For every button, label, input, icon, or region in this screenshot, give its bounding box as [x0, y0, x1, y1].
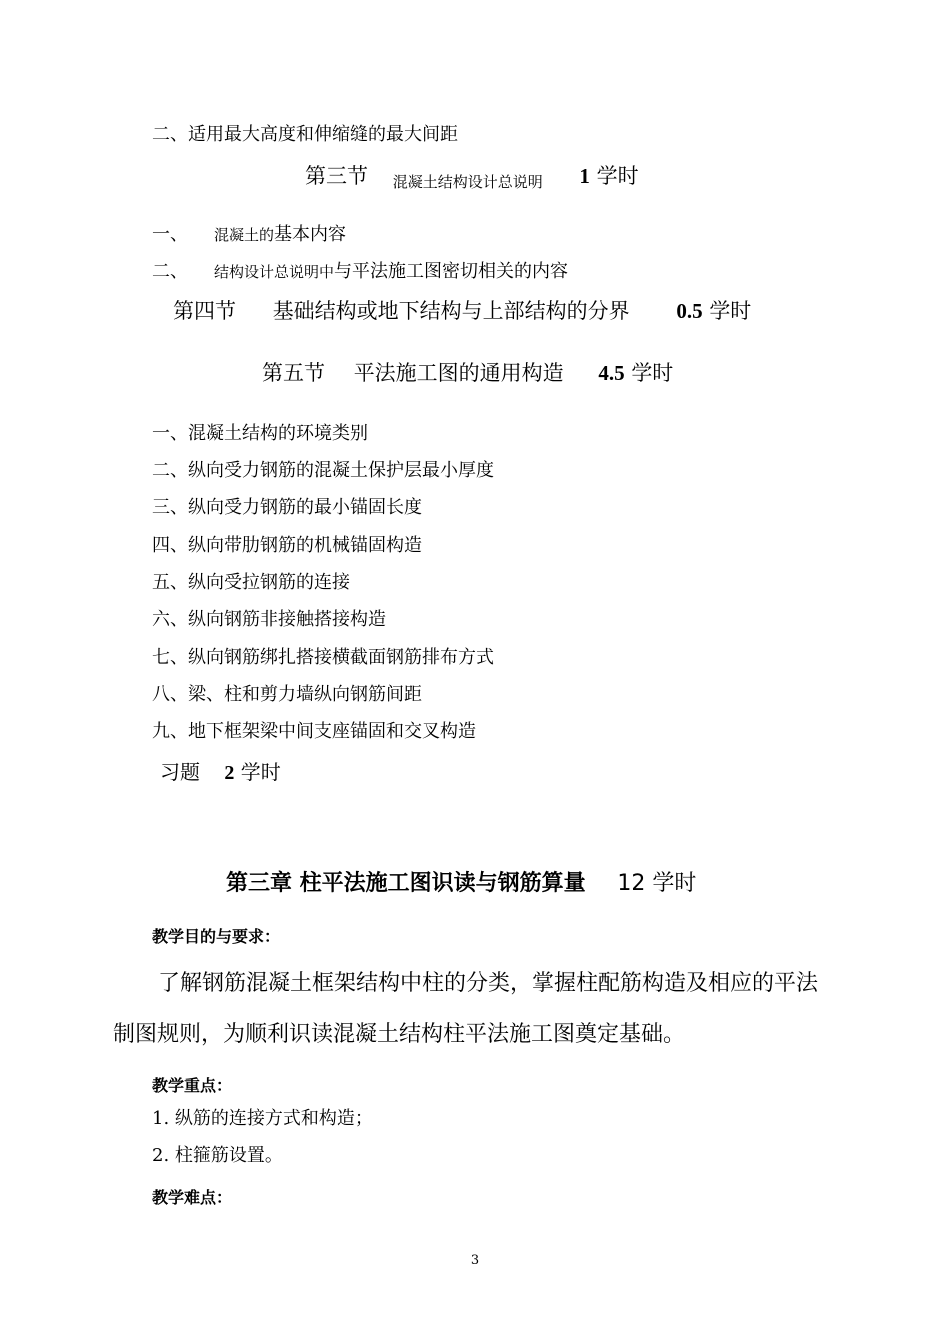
section-3-heading	[305, 160, 639, 190]
key-point-2: 2. 柱箍筋设置。	[152, 1145, 283, 1166]
section-3-item-1-num: 一、	[152, 224, 188, 245]
section-3-item-1	[152, 220, 346, 246]
section-5-item-6: 六、纵向钢筋非接触搭接构造	[152, 609, 386, 630]
section-4-hours-num: 0.5	[676, 299, 703, 323]
objectives-label: 教学目的与要求：	[152, 927, 281, 946]
section-5-item-4: 四、纵向带肋钢筋的机械锚固构造	[152, 535, 422, 556]
chapter-3-title: 第三章 柱平法施工图识读与钢筋算量	[226, 871, 586, 896]
section-5-title: 平法施工图的通用构造	[353, 361, 564, 385]
section-5-heading	[262, 357, 673, 387]
exercise-hours-unit: 学时	[240, 760, 281, 784]
objectives-line-1: 了解钢筋混凝土框架结构中柱的分类，掌握柱配筋构造及相应的平法	[158, 971, 819, 996]
section-5-item-1: 一、混凝土结构的环境类别	[152, 423, 368, 444]
section-3-item-2	[152, 257, 568, 283]
section-4-title: 基础结构或地下结构与上部结构的分界	[272, 299, 630, 323]
outline-item-max-height-joint-spacing: 二、适用最大高度和伸缩缝的最大间距	[152, 124, 458, 145]
exercise-line	[160, 756, 281, 785]
exercise-label: 习题	[160, 760, 200, 784]
key-points-label: 教学重点：	[152, 1076, 233, 1095]
section-5-item-8: 八、梁、柱和剪力墙纵向钢筋间距	[152, 684, 422, 705]
section-3-item-2-pre: 结构设计总说明中	[214, 263, 335, 281]
section-4-hours-unit: 学时	[709, 299, 752, 323]
section-5-item-3: 三、纵向受力钢筋的最小锚固长度	[152, 497, 422, 518]
page-number: 3	[470, 1253, 480, 1268]
section-3-title: 混凝土结构设计总说明	[392, 173, 543, 191]
section-3-item-1-pre: 混凝土的	[214, 226, 275, 244]
section-3-item-2-num: 二、	[152, 261, 188, 282]
difficulties-label: 教学难点：	[152, 1188, 233, 1207]
section-3-hours-num: 1	[579, 164, 590, 188]
section-5-item-2: 二、纵向受力钢筋的混凝土保护层最小厚度	[152, 460, 494, 481]
section-5-hours-num: 4.5	[598, 361, 625, 385]
section-4-heading	[173, 295, 751, 325]
section-3-item-1-rest: 基本内容	[274, 224, 347, 245]
section-5-item-5: 五、纵向受拉钢筋的连接	[152, 572, 350, 593]
chapter-3-hours: 12 学时	[617, 871, 697, 896]
objectives-line-2: 制图规则，为顺利识读混凝土结构柱平法施工图奠定基础。	[113, 1022, 686, 1047]
section-5-item-9: 九、地下框架梁中间支座锚固和交叉构造	[152, 721, 476, 742]
section-5-item-7: 七、纵向钢筋绑扎搭接横截面钢筋排布方式	[152, 647, 494, 668]
section-5-hours-unit: 学时	[631, 361, 674, 385]
section-5-label: 第五节	[262, 361, 325, 385]
section-3-label: 第三节	[305, 164, 368, 188]
key-point-1: 1. 纵筋的连接方式和构造；	[152, 1108, 373, 1129]
section-3-item-2-rest: 与平法施工图密切相关的内容	[334, 261, 569, 282]
chapter-3-heading	[226, 866, 696, 897]
section-4-label: 第四节	[173, 299, 236, 323]
section-3-hours-unit: 学时	[596, 164, 639, 188]
exercise-hours-num: 2	[224, 762, 235, 784]
